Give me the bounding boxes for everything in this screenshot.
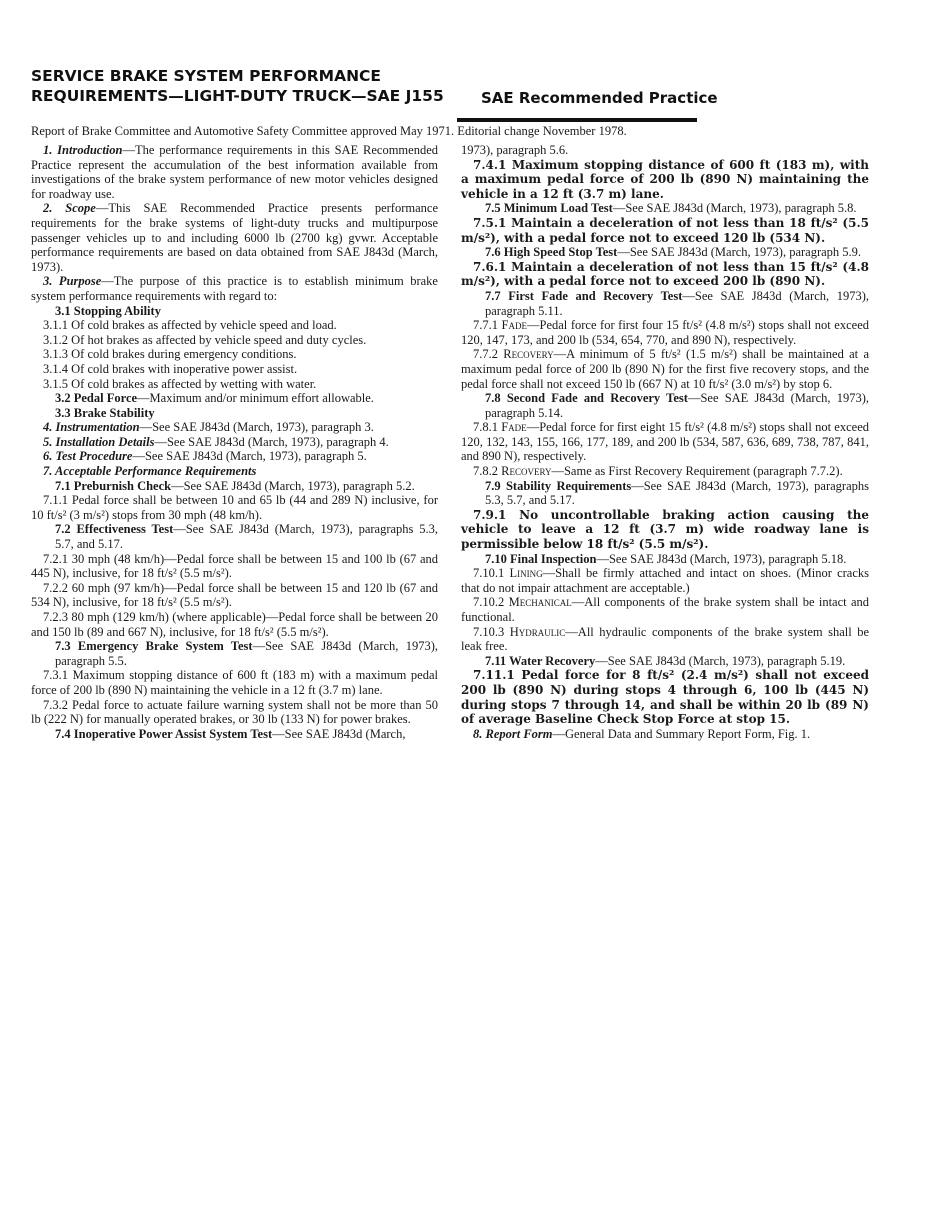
section-heading: 2. Scope bbox=[43, 201, 96, 216]
section-7-7-1 bbox=[461, 318, 869, 347]
section-7-8-2 bbox=[461, 464, 869, 479]
section-3-1-1: 3.1.1 Of cold brakes as affected by vehicle speed and load. bbox=[43, 318, 337, 333]
section-text: —See SAE J843d (March, 1973), paragraph 5.2. bbox=[171, 478, 415, 493]
section-7-6-1: 7.6.1 Maintain a deceleration of not less than 15 ft/s² (4.8 m/s²), with a pedal force not to exceed 200 lb (890 N). bbox=[461, 259, 869, 289]
section-7-1 bbox=[31, 479, 438, 494]
section-text: —All components of the brake system shall be intact and functional. bbox=[461, 595, 870, 624]
section-7-11 bbox=[461, 654, 869, 669]
section-text: —The purpose of this practice is to establish minimum brake system performance requirements with regard to: bbox=[31, 274, 438, 303]
section-text: —See SAE J843d (March, 1973), paragraph 5.5. bbox=[55, 639, 438, 668]
section-label: Mechanical bbox=[508, 595, 572, 610]
section-number: 7.8.1 bbox=[473, 420, 498, 435]
section-heading: 3. Purpose bbox=[43, 274, 102, 289]
section-3-3: 3.3 Brake Stability bbox=[55, 405, 155, 420]
section-heading: 7.8 Second Fade and Recovery Test bbox=[485, 391, 688, 406]
section-text: —See SAE J843d (March, 1973), paragraph 5.18. bbox=[596, 551, 847, 566]
section-number: 7.7.2 bbox=[473, 347, 498, 362]
section-heading: 7.10 Final Inspection bbox=[485, 551, 597, 566]
section-label: Recovery bbox=[503, 347, 554, 362]
section-7-10 bbox=[461, 552, 869, 567]
section-heading: 7.5 Minimum Load Test bbox=[485, 201, 613, 216]
section-7-9-1: 7.9.1 No uncontrollable braking action causing the vehicle to leave a 12 ft (3.7 m) wide roadway lane is permissible below 18 ft/s² (5.5 m/s²). bbox=[461, 507, 869, 552]
section-text: —See SAE J843d (March, 1973), paragraph 4. bbox=[154, 434, 389, 449]
section-3-1-4: 3.1.4 Of cold brakes with inoperative power assist. bbox=[43, 361, 298, 376]
section-7-9 bbox=[461, 479, 869, 508]
section-7-4-continued: 1973), paragraph 5.6. bbox=[461, 143, 569, 157]
section-heading: 7.6 High Speed Stop Test bbox=[485, 245, 618, 260]
section-7-7 bbox=[461, 289, 869, 318]
section-7-3 bbox=[31, 639, 438, 668]
document-title bbox=[31, 66, 461, 106]
section-3-1-3: 3.1.3 Of cold brakes during emergency conditions. bbox=[43, 347, 297, 362]
section-heading: 6. Test Procedure bbox=[43, 449, 133, 464]
section-7-2-3: 7.2.3 80 mph (129 km/h) (where applicable)—Pedal force shall be between 20 and 150 lb (89 and 667 N), inclusive, for 18 ft/s² (5.5 m/s²). bbox=[31, 610, 438, 639]
section-7: 7. Acceptable Performance Requirements bbox=[43, 464, 257, 479]
section-text: —General Data and Summary Report Form, Fig. 1. bbox=[552, 726, 811, 741]
section-7-2-1: 7.2.1 30 mph (48 km/h)—Pedal force shall be between 15 and 100 lb (67 and 445 N), inclusive, for 18 ft/s² (5.5 m/s²). bbox=[31, 551, 438, 581]
section-7-10-1 bbox=[461, 566, 869, 595]
section-heading: 4. Instrumentation bbox=[43, 420, 140, 435]
section-7-2-2: 7.2.2 60 mph (97 km/h)—Pedal force shall be between 15 and 120 lb (67 and 534 N), inclusive, for 18 ft/s² (5.5 m/s²). bbox=[31, 580, 438, 610]
section-7-6 bbox=[461, 245, 869, 260]
section-3-2 bbox=[31, 391, 438, 406]
section-heading: 7.11 Water Recovery bbox=[485, 653, 596, 668]
section-label: Fade bbox=[501, 318, 527, 333]
section-number: 7.10.2 bbox=[473, 595, 505, 610]
section-text: —Shall be firmly attached and intact on shoes. (Minor cracks that do not impair attachment are acceptable.) bbox=[461, 566, 869, 595]
section-4 bbox=[31, 420, 438, 435]
left-column bbox=[31, 143, 438, 741]
section-heading: 7.4 Inoperative Power Assist System Test bbox=[55, 726, 273, 741]
section-heading: 1. Introduction bbox=[43, 143, 123, 157]
section-5 bbox=[31, 435, 438, 450]
section-heading: 7.2 Effectiveness Test bbox=[55, 522, 174, 537]
section-number: 7.10.1 bbox=[473, 566, 505, 581]
report-approval-line: Report of Brake Committee and Automotive Safety Committee approved May 1971. Editorial change November 1978. bbox=[31, 124, 627, 138]
section-label: Fade bbox=[501, 420, 527, 435]
section-label: Lining bbox=[509, 566, 543, 581]
section-text: —Maximum and/or minimum effort allowable. bbox=[137, 391, 374, 406]
section-text: —Same as First Recovery Requirement (paragraph 7.7.2). bbox=[551, 464, 843, 479]
section-text: —Pedal force for first eight 15 ft/s² (4.8 m/s²) stops shall not exceed 120, 132, 143, 155, 166, 177, 189, and 200 lb (534, 587, 636, 689, 738, 787, 841, and 890 N), respectively. bbox=[461, 420, 870, 464]
section-7-8 bbox=[461, 391, 869, 420]
section-label: Hydraulic bbox=[509, 624, 566, 639]
section-text: —See SAE J843d (March, 1973), paragraph 3. bbox=[139, 420, 374, 435]
section-7-3-1: 7.3.1 Maximum stopping distance of 600 ft (183 m) with a maximum pedal force of 200 lb (890 N) maintaining the vehicle in a 12 ft (3.7 m) lane. bbox=[31, 668, 438, 697]
section-text: —See SAE J843d (March, 1973), paragraph 5.11. bbox=[485, 288, 870, 318]
section-3-1-2: 3.1.2 Of hot brakes as affected by vehicle speed and duty cycles. bbox=[43, 332, 367, 347]
section-text: —The performance requirements in this SAE Recommended Practice represent the accumulation of the best information available from investigations of the brake system performance of new motor vehicles designed for roadway use. bbox=[31, 143, 438, 201]
section-heading: 5. Installation Details bbox=[43, 434, 155, 449]
title-line-2: REQUIREMENTS—LIGHT-DUTY TRUCK—SAE J155 bbox=[31, 87, 444, 105]
section-text: —See SAE J843d (March, 1973), paragraph 5. bbox=[132, 449, 367, 464]
section-1 bbox=[31, 143, 438, 201]
section-8 bbox=[461, 727, 869, 742]
section-7-10-3 bbox=[461, 625, 869, 654]
section-heading: 7.7 First Fade and Recovery Test bbox=[485, 288, 683, 303]
section-heading: 8. Report Form bbox=[473, 726, 553, 741]
section-7-3-2: 7.3.2 Pedal force to actuate failure warning system shall not be more than 50 lb (222 N) for manually operated brakes, or 30 lb (133 N) for power brakes. bbox=[31, 697, 438, 727]
section-text: —See SAE J843d (March, 1973), paragraphs 5.3, 5.7, and 5.17. bbox=[485, 478, 869, 508]
section-text: —See SAE J843d (March, 1973), paragraphs 5.3, 5.7, and 5.17. bbox=[55, 522, 438, 552]
section-6 bbox=[31, 449, 438, 464]
section-7-11-1: 7.11.1 Pedal force for 8 ft/s² (2.4 m/s²) shall not exceed 200 lb (890 N) during stops 4 through 6, 100 lb (445 N) during stops 7 through 14, and shall be within 20 lb (89 N) of average Baseline Check Stop Force at stop 15. bbox=[461, 668, 869, 727]
section-number: 7.8.2 bbox=[473, 464, 498, 479]
section-3-1: 3.1 Stopping Ability bbox=[55, 303, 161, 318]
section-heading: 7.1 Preburnish Check bbox=[55, 478, 172, 493]
section-7-8-1 bbox=[461, 420, 869, 464]
section-text: —See SAE J843d (March, bbox=[272, 726, 406, 741]
section-7-10-2 bbox=[461, 595, 869, 624]
section-7-4-1: 7.4.1 Maximum stopping distance of 600 ft (183 m), with a maximum pedal force of 200 lb (890 N) maintaining the vehicle in a 12 ft (3.7 m) lane. bbox=[461, 157, 869, 201]
section-text: —See SAE J843d (March, 1973), paragraph 5.8. bbox=[612, 201, 857, 216]
section-7-5-1: 7.5.1 Maintain a deceleration of not less than 18 ft/s² (5.5 m/s²), with a pedal force not to exceed 120 lb (534 N). bbox=[461, 215, 869, 245]
section-text: —All hydraulic components of the brake system shall be leak free. bbox=[461, 624, 870, 654]
section-text: —See SAE J843d (March, 1973), paragraph 5.14. bbox=[485, 391, 870, 420]
section-text: —Pedal force for first four 15 ft/s² (4.8 m/s²) stops shall not exceed 120, 147, 173, and 200 lb (534, 654, 770, and 890 N), respectively. bbox=[461, 318, 869, 347]
section-text: —A minimum of 5 ft/s² (1.5 m/s²) shall be maintained at a maximum pedal force of 200 lb (890 N) for the first five recovery stops, and the pedal force shall not exceed 150 lb (667 N) at 10 ft/s² (3.0 m/s²) by stop 6. bbox=[461, 347, 869, 391]
section-heading: 7.3 Emergency Brake System Test bbox=[55, 639, 253, 654]
section-3 bbox=[31, 274, 438, 303]
section-text: —See SAE J843d (March, 1973), paragraph 5.9. bbox=[617, 245, 862, 260]
section-text: —This SAE Recommended Practice presents performance requirements for the brake systems of light-duty trucks and multipurpose passenger vehicles up to and including 6000 lb (2700 kg) gvwr. Acceptable performance requirements are based on data obtained from SAE J843d (March, 1973). bbox=[31, 201, 438, 274]
document-type: SAE Recommended Practice bbox=[481, 89, 718, 107]
right-column bbox=[461, 143, 869, 741]
section-7-2 bbox=[31, 522, 438, 551]
section-heading: 3.2 Pedal Force bbox=[55, 391, 138, 406]
section-7-5 bbox=[461, 201, 869, 216]
section-7-7-2 bbox=[461, 347, 869, 391]
section-text: —See SAE J843d (March, 1973), paragraph 5.19. bbox=[595, 653, 846, 668]
section-heading: 7.9 Stability Requirements bbox=[485, 478, 632, 493]
section-number: 7.10.3 bbox=[473, 624, 505, 639]
section-label: Recovery bbox=[501, 464, 552, 479]
section-2 bbox=[31, 201, 438, 274]
section-number: 7.7.1 bbox=[473, 318, 498, 333]
section-7-1-1: 7.1.1 Pedal force shall be between 10 and 65 lb (44 and 289 N) inclusive, for 10 ft/s² (3 m/s²) stops from 30 mph (48 km/h). bbox=[31, 493, 438, 522]
header-rule bbox=[457, 118, 697, 122]
title-line-1: SERVICE BRAKE SYSTEM PERFORMANCE bbox=[31, 67, 382, 85]
section-3-1-5: 3.1.5 Of cold brakes as affected by wetting with water. bbox=[43, 376, 317, 391]
section-7-4 bbox=[31, 727, 438, 742]
